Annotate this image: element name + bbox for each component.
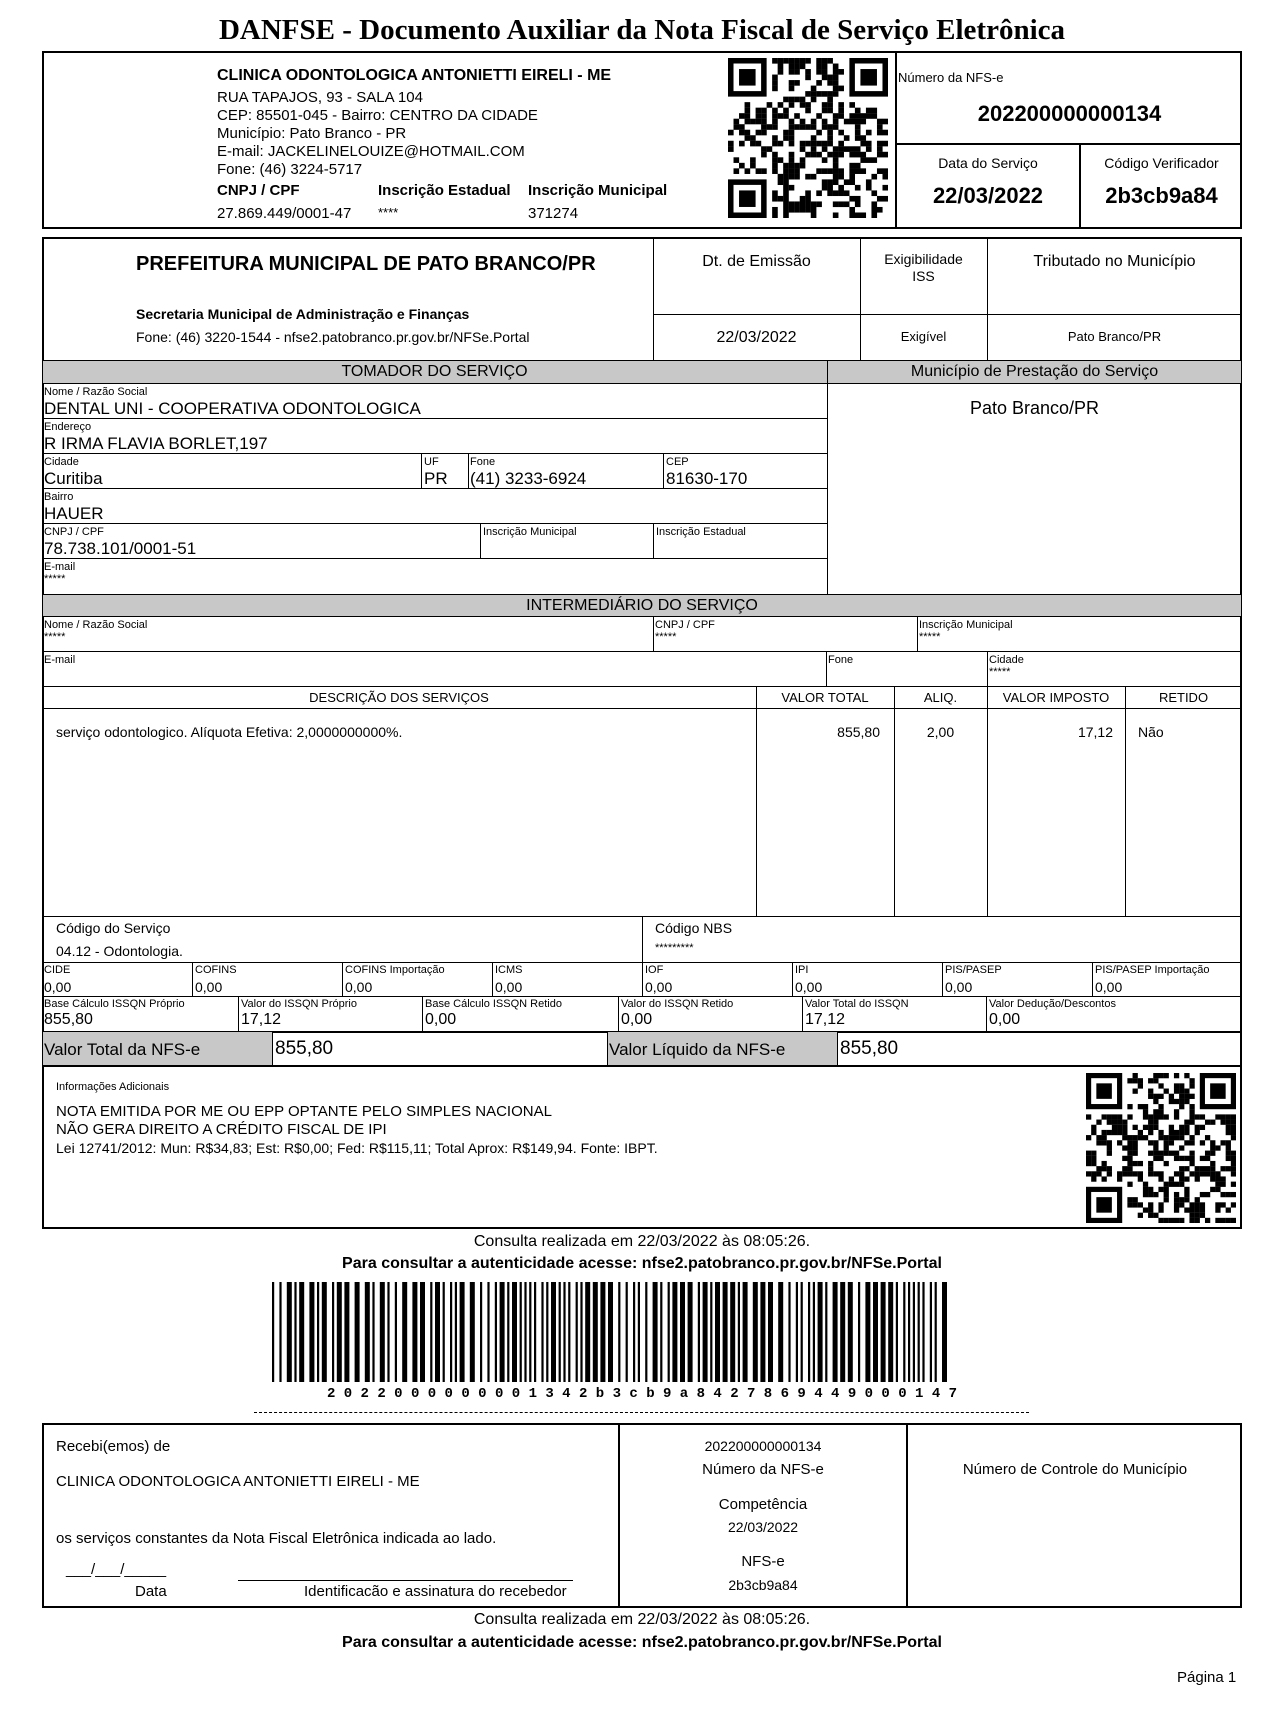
tributo-pis-importacao <box>1092 962 1242 996</box>
valor-total: 855,80 <box>275 1038 334 1059</box>
tributo-cide <box>42 962 192 996</box>
intermediario-email-label: E-mail <box>44 654 76 666</box>
tomador-cidade-label: Cidade <box>44 456 79 468</box>
consulta-line-2: Para consultar a autenticidade acesse: nfse2.patobranco.pr.gov.br/NFSe.Portal <box>342 1255 942 1272</box>
issqn-value: 0,00 <box>425 1011 457 1028</box>
issqn-value: 0,00 <box>989 1011 1021 1028</box>
emitter-email: E-mail: JACKELINELOUIZE@HOTMAIL.COM <box>217 143 525 160</box>
servico-descricao: serviço odontologico. Alíquota Efetiva: 2,0000000000%. <box>56 724 403 740</box>
prefeitura-contact: Fone: (46) 3220-1544 - nfse2.patobranco.pr.gov.br/NFSe.Portal <box>136 329 530 345</box>
tributo-label: COFINS <box>195 964 237 976</box>
exigibilidade-label-2: ISS <box>912 268 935 284</box>
tributo-label: ICMS <box>495 964 523 976</box>
qr-code-icon <box>728 58 888 218</box>
tomador-bairro-label: Bairro <box>44 491 74 503</box>
emissao-date: 22/03/2022 <box>716 329 797 346</box>
tributo-pis <box>942 962 1092 996</box>
intermediario-cidade-label: Cidade <box>989 654 1024 666</box>
issqn-value: 855,80 <box>44 1011 93 1028</box>
issqn-label: Base Cálculo ISSQN Retido <box>425 998 562 1010</box>
document-title: DANFSE - Documento Auxiliar da Nota Fiscal de Serviço Eletrônica <box>218 14 1066 46</box>
recibo-empresa: CLINICA ODONTOLOGICA ANTONIETTI EIRELI - ME <box>56 1473 420 1490</box>
tomador-cep-label: CEP <box>666 456 689 468</box>
intermediario-im: ***** <box>919 631 941 643</box>
municipio-prestacao: Pato Branco/PR <box>969 398 1100 418</box>
emitter-im-label: Inscrição Municipal <box>528 182 668 199</box>
barcode-number: 2 0 2 2 0 0 0 0 0 0 0 0 1 3 4 2 b 3 c b 9 a 8 4 2 7 8 6 9 4 4 9 0 0 0 1 4 7 <box>326 1386 958 1402</box>
col-retido: RETIDO <box>1158 690 1209 705</box>
tributo-label: IOF <box>645 964 664 976</box>
recibo-data-blank: ___/___/_____ <box>66 1561 167 1578</box>
issqn-label: Valor do ISSQN Próprio <box>241 998 357 1010</box>
info-line-3: Lei 12741/2012: Mun: R$34,83; Est: R$0,00; Fed: R$115,11; Total Aprox: R$149,94. Fonte: IBPT. <box>56 1140 658 1156</box>
codigo-servico: 04.12 - Odontologia. <box>56 943 183 959</box>
info-label: Informações Adicionais <box>56 1081 170 1093</box>
tomador-cnpj: 78.738.101/0001-51 <box>44 539 197 558</box>
tomador-im-label: Inscrição Municipal <box>483 526 577 538</box>
emitter-cnpj-label: CNPJ / CPF <box>217 182 300 199</box>
recibo-data-label: Data <box>135 1583 167 1600</box>
consulta-bottom-line-1: Consulta realizada em 22/03/2022 às 08:05:26. <box>473 1611 811 1628</box>
page-number: Página 1 <box>1177 1669 1237 1686</box>
intermediario-im-label: Inscrição Municipal <box>919 619 1013 631</box>
tomador-bairro: HAUER <box>44 504 104 523</box>
verification-code: 2b3cb9a84 <box>1105 183 1218 208</box>
consulta-bottom-line-2: Para consultar a autenticidade acesse: nfse2.patobranco.pr.gov.br/NFSe.Portal <box>342 1634 942 1651</box>
tributo-iof <box>642 962 792 996</box>
service-date: 22/03/2022 <box>932 183 1044 208</box>
recibo-assinatura-label: Identificacão e assinatura do recebedor <box>304 1583 567 1600</box>
verification-code-label: Código Verificador <box>1104 155 1219 171</box>
tomador-endereco: R IRMA FLAVIA BORLET,197 <box>44 434 268 453</box>
recibo-numero-label: Número da NFS-e <box>702 1461 824 1478</box>
info-line-1: NOTA EMITIDA POR ME OU EPP OPTANTE PELO SIMPLES NACIONAL <box>56 1103 552 1120</box>
intermediario-cidade: ***** <box>989 666 1011 678</box>
servico-aliq: 2,00 <box>926 724 955 740</box>
issqn-label: Base Cálculo ISSQN Próprio <box>44 998 185 1010</box>
secretaria-name: Secretaria Municipal de Administração e Finanças <box>136 306 470 322</box>
col-descricao: DESCRIÇÃO DOS SERVIÇOS <box>309 690 489 705</box>
recibo-numero: 202200000000134 <box>704 1438 822 1454</box>
tomador-nome: DENTAL UNI - COOPERATIVA ODONTOLOGICA <box>44 399 421 418</box>
qr-code-icon <box>1086 1073 1236 1223</box>
tomador-nome-label: Nome / Razão Social <box>44 386 148 398</box>
codigo-servico-label: Código do Serviço <box>56 920 171 936</box>
emissao-label: Dt. de Emissão <box>702 253 811 270</box>
emitter-cep: CEP: 85501-045 - Bairro: CENTRO DA CIDADE <box>217 107 538 124</box>
codigo-nbs: ********* <box>655 942 694 954</box>
tributo-value: 0,00 <box>645 979 673 995</box>
emitter-ie-label: Inscrição Estadual <box>378 182 511 199</box>
intermediario-cnpj: ***** <box>655 631 677 643</box>
tributo-value: 0,00 <box>44 979 72 995</box>
issqn-label: Valor Dedução/Descontos <box>989 998 1116 1010</box>
issqn-valor-proprio <box>238 996 422 1031</box>
servico-valor: 855,80 <box>837 724 880 740</box>
tomador-fone: (41) 3233-6924 <box>470 469 587 488</box>
tributo-value: 0,00 <box>795 979 823 995</box>
valor-liquido: 855,80 <box>840 1038 899 1059</box>
barcode <box>272 1282 954 1382</box>
tributos-row <box>42 962 1242 996</box>
valor-total-label: Valor Total da NFS-e <box>44 1040 201 1059</box>
emitter-cnpj: 27.869.449/0001-47 <box>217 205 352 222</box>
tributado-value: Pato Branco/PR <box>1067 329 1162 344</box>
consulta-line-1: Consulta realizada em 22/03/2022 às 08:05:26. <box>473 1233 811 1250</box>
servico-imposto: 17,12 <box>1077 724 1113 740</box>
tributo-cofins-importacao <box>342 962 492 996</box>
nfse-number: 202200000000134 <box>977 101 1162 126</box>
tributo-value: 0,00 <box>1095 979 1123 995</box>
prefeitura-name: PREFEITURA MUNICIPAL DE PATO BRANCO/PR <box>136 253 596 275</box>
tomador-cnpj-label: CNPJ / CPF <box>44 526 104 538</box>
tributo-label: COFINS Importação <box>345 964 445 976</box>
tributado-label: Tributado no Município <box>1033 253 1196 270</box>
recibo-recebi: Recebi(emos) de <box>56 1438 171 1455</box>
intermediario-header: INTERMEDIÁRIO DO SERVIÇO <box>526 597 758 614</box>
tributo-icms <box>492 962 642 996</box>
tributo-value: 0,00 <box>345 979 373 995</box>
emitter-municipio: Município: Pato Branco - PR <box>217 125 407 142</box>
tomador-fone-label: Fone <box>470 456 496 468</box>
tomador-uf: PR <box>424 469 448 488</box>
issqn-valor-total <box>802 996 986 1031</box>
tributo-value: 0,00 <box>195 979 223 995</box>
recibo-controle-label: Número de Controle do Município <box>962 1461 1188 1478</box>
tributo-ipi <box>792 962 942 996</box>
tomador-header: TOMADOR DO SERVIÇO <box>341 363 528 380</box>
intermediario-nome-label: Nome / Razão Social <box>44 619 148 631</box>
tributo-cofins <box>192 962 342 996</box>
tributo-label: PIS/PASEP <box>945 964 1002 976</box>
tomador-cep: 81630-170 <box>666 469 748 488</box>
tomador-endereco-label: Endereço <box>44 421 92 433</box>
emitter-address: RUA TAPAJOS, 93 - SALA 104 <box>217 89 423 106</box>
issqn-value: 17,12 <box>805 1011 846 1028</box>
valor-liquido-label: Valor Líquido da NFS-e <box>609 1040 786 1059</box>
emitter-ie: **** <box>378 205 399 220</box>
info-line-2: NÃO GERA DIREITO A CRÉDITO FISCAL DE IPI <box>56 1121 387 1138</box>
col-valor-imposto: VALOR IMPOSTO <box>1002 690 1110 705</box>
issqn-label: Valor Total do ISSQN <box>805 998 909 1010</box>
municipio-prestacao-header: Município de Prestação do Serviço <box>910 363 1159 380</box>
issqn-valor-retido <box>618 996 802 1031</box>
intermediario-nome: ***** <box>44 631 66 643</box>
recibo-competencia-label: Competência <box>718 1496 808 1513</box>
tributo-label: IPI <box>795 964 809 976</box>
emitter-name: CLINICA ODONTOLOGICA ANTONIETTI EIRELI - ME <box>217 67 612 84</box>
servico-retido: Não <box>1138 724 1164 740</box>
recibo-nfse-label: NFS-e <box>741 1553 785 1570</box>
exigibilidade-value: Exigível <box>900 329 947 344</box>
tributo-label: PIS/PASEP Importação <box>1095 964 1210 976</box>
col-valor-total: VALOR TOTAL <box>781 690 869 705</box>
issqn-deducao <box>986 996 1242 1031</box>
issqn-value: 0,00 <box>621 1011 653 1028</box>
recibo-nfse: 2b3cb9a84 <box>728 1577 798 1593</box>
tributo-value: 0,00 <box>495 979 523 995</box>
tomador-cidade: Curitiba <box>44 469 103 488</box>
service-date-label: Data do Serviço <box>938 155 1038 171</box>
intermediario-cnpj-label: CNPJ / CPF <box>655 619 715 631</box>
tomador-uf-label: UF <box>424 456 439 468</box>
issqn-value: 17,12 <box>241 1011 282 1028</box>
issqn-row <box>42 996 1242 1031</box>
issqn-base-proprio <box>42 996 238 1031</box>
codigo-nbs-label: Código NBS <box>655 920 733 936</box>
tomador-ie-label: Inscrição Estadual <box>656 526 746 538</box>
emitter-fone: Fone: (46) 3224-5717 <box>217 161 363 178</box>
nfse-number-label: Número da NFS-e <box>898 70 1004 85</box>
intermediario-fone-label: Fone <box>828 654 854 666</box>
recibo-servicos: os serviços constantes da Nota Fiscal Eletrônica indicada ao lado. <box>56 1530 497 1547</box>
emitter-im: 371274 <box>528 205 579 222</box>
issqn-base-retido <box>422 996 618 1031</box>
exigibilidade-label: Exigibilidade <box>884 251 963 267</box>
tomador-email: ***** <box>44 573 66 585</box>
col-aliq: ALIQ. <box>923 690 958 705</box>
tributo-label: CIDE <box>44 964 71 976</box>
tomador-email-label: E-mail <box>44 561 76 573</box>
recibo-competencia: 22/03/2022 <box>727 1519 799 1535</box>
tributo-value: 0,00 <box>945 979 973 995</box>
issqn-label: Valor do ISSQN Retido <box>621 998 734 1010</box>
